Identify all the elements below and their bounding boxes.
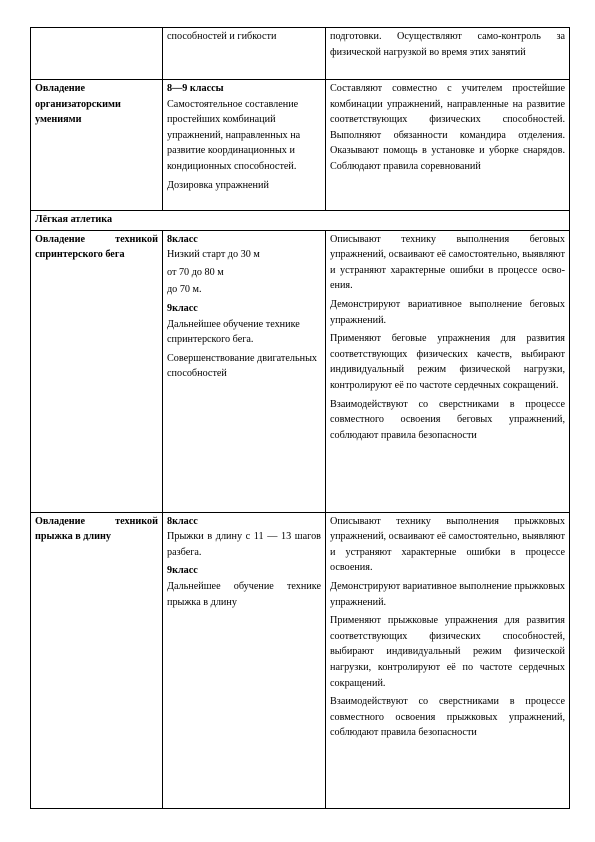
activities-text: Взаимодействуют со сверстниками в процессе совместного освоения прыжковых упражнений, соблюдают правила безопасности bbox=[330, 696, 565, 739]
content-text: от 70 до 80 м bbox=[167, 266, 224, 278]
activities-text: Составляют совместно с учителем простейшие комбинации упражнений, направленные на развитие соответствующих физических способностей. Выполняют обязанности командира отделения. Оказывают помощь в установке и уборке снарядов. Соблюдают правила соревнований bbox=[330, 83, 565, 172]
topic-cell bbox=[31, 512, 163, 808]
content-cell bbox=[163, 230, 326, 512]
topic-title: Овладение техникой прыжка в длину bbox=[35, 515, 158, 543]
activities-cell bbox=[326, 28, 570, 80]
topic-cell bbox=[31, 28, 163, 80]
topic-cell bbox=[31, 230, 163, 512]
table-row bbox=[31, 28, 570, 80]
grade-label: 8—9 классы bbox=[167, 83, 224, 94]
activities-text: Демонстрируют вариативное выполнение беговых упражнений. bbox=[330, 298, 565, 326]
activities-text: Применяют беговые упражнения для развития соответствующих физических качеств, выбирают индивидуальный режим физической нагрузки, контролируют её по частоте сердечных сокращений. bbox=[330, 333, 565, 391]
section-row bbox=[31, 211, 570, 231]
activities-text: Демонстрируют вариативное выполнение прыжковых упражнений. bbox=[330, 580, 566, 608]
topic-cell bbox=[31, 80, 163, 211]
table-row bbox=[31, 512, 570, 808]
topic-title: Овладение техникой спринтерского бега bbox=[35, 233, 158, 261]
grade-label: 9класс bbox=[167, 565, 198, 577]
activities-cell bbox=[326, 230, 570, 512]
table-row bbox=[31, 230, 570, 512]
topic-title: Овладение организаторскими умениями bbox=[35, 83, 121, 126]
content-text: Дозировка упражнений bbox=[167, 179, 269, 191]
content-cell bbox=[163, 512, 326, 808]
content-text: Прыжки в длину с 11 — 13 шагов разбега. bbox=[167, 531, 321, 558]
curriculum-table bbox=[30, 27, 570, 809]
activities-cell bbox=[326, 80, 570, 211]
activities-text: подготовки. Осуществляют само-контроль за физической нагрузкой во время этих занятий bbox=[330, 31, 565, 58]
section-title: Лёгкая атлетика bbox=[31, 211, 570, 231]
activities-text: Описывают технику выполнения беговых упражнений, осваивают её самостоятельно, выявляют и устраняют характерные ошибки в процессе осво-ения. bbox=[330, 233, 565, 292]
grade-label: 8класс bbox=[167, 233, 198, 245]
content-cell bbox=[163, 80, 326, 211]
activities-text: Описывают технику выполнения прыжковых упражнений, осваивают её самостоятельно, выявляют и устраняют характерные ошибки в процессе освоения. bbox=[330, 515, 565, 574]
activities-cell bbox=[326, 512, 570, 808]
content-text: до 70 м. bbox=[167, 284, 202, 296]
activities-text: Применяют прыжковые упражнения для развития соответствующих физических способностей, выбирают индивидуальный режим физической нагрузки, контролируют её по частоте сердечных сокращений. bbox=[330, 615, 565, 689]
content-cell bbox=[163, 28, 326, 80]
activities-text: Взаимодействуют со сверстниками в процессе совместного освоения беговых упражнений, соблюдают правила безопасности bbox=[330, 398, 565, 441]
content-text: Дальнейшее обучение технике спринтерского бега. bbox=[167, 318, 300, 346]
grade-label: 8класс bbox=[167, 515, 198, 527]
content-text: способностей и гибкости bbox=[167, 31, 277, 42]
content-text: Совершенствование двигательных способностей bbox=[167, 352, 318, 380]
content-text: Низкий старт до 30 м bbox=[167, 249, 260, 261]
content-text: Дальнейшее обучение технике прыжка в длину bbox=[167, 580, 321, 608]
grade-label: 9класс bbox=[167, 302, 198, 314]
content-text: Самостоятельное составление простейших комбинаций упражнений, направленных на развитие координационных и кондиционных способностей. bbox=[167, 98, 301, 172]
table-row bbox=[31, 80, 570, 211]
